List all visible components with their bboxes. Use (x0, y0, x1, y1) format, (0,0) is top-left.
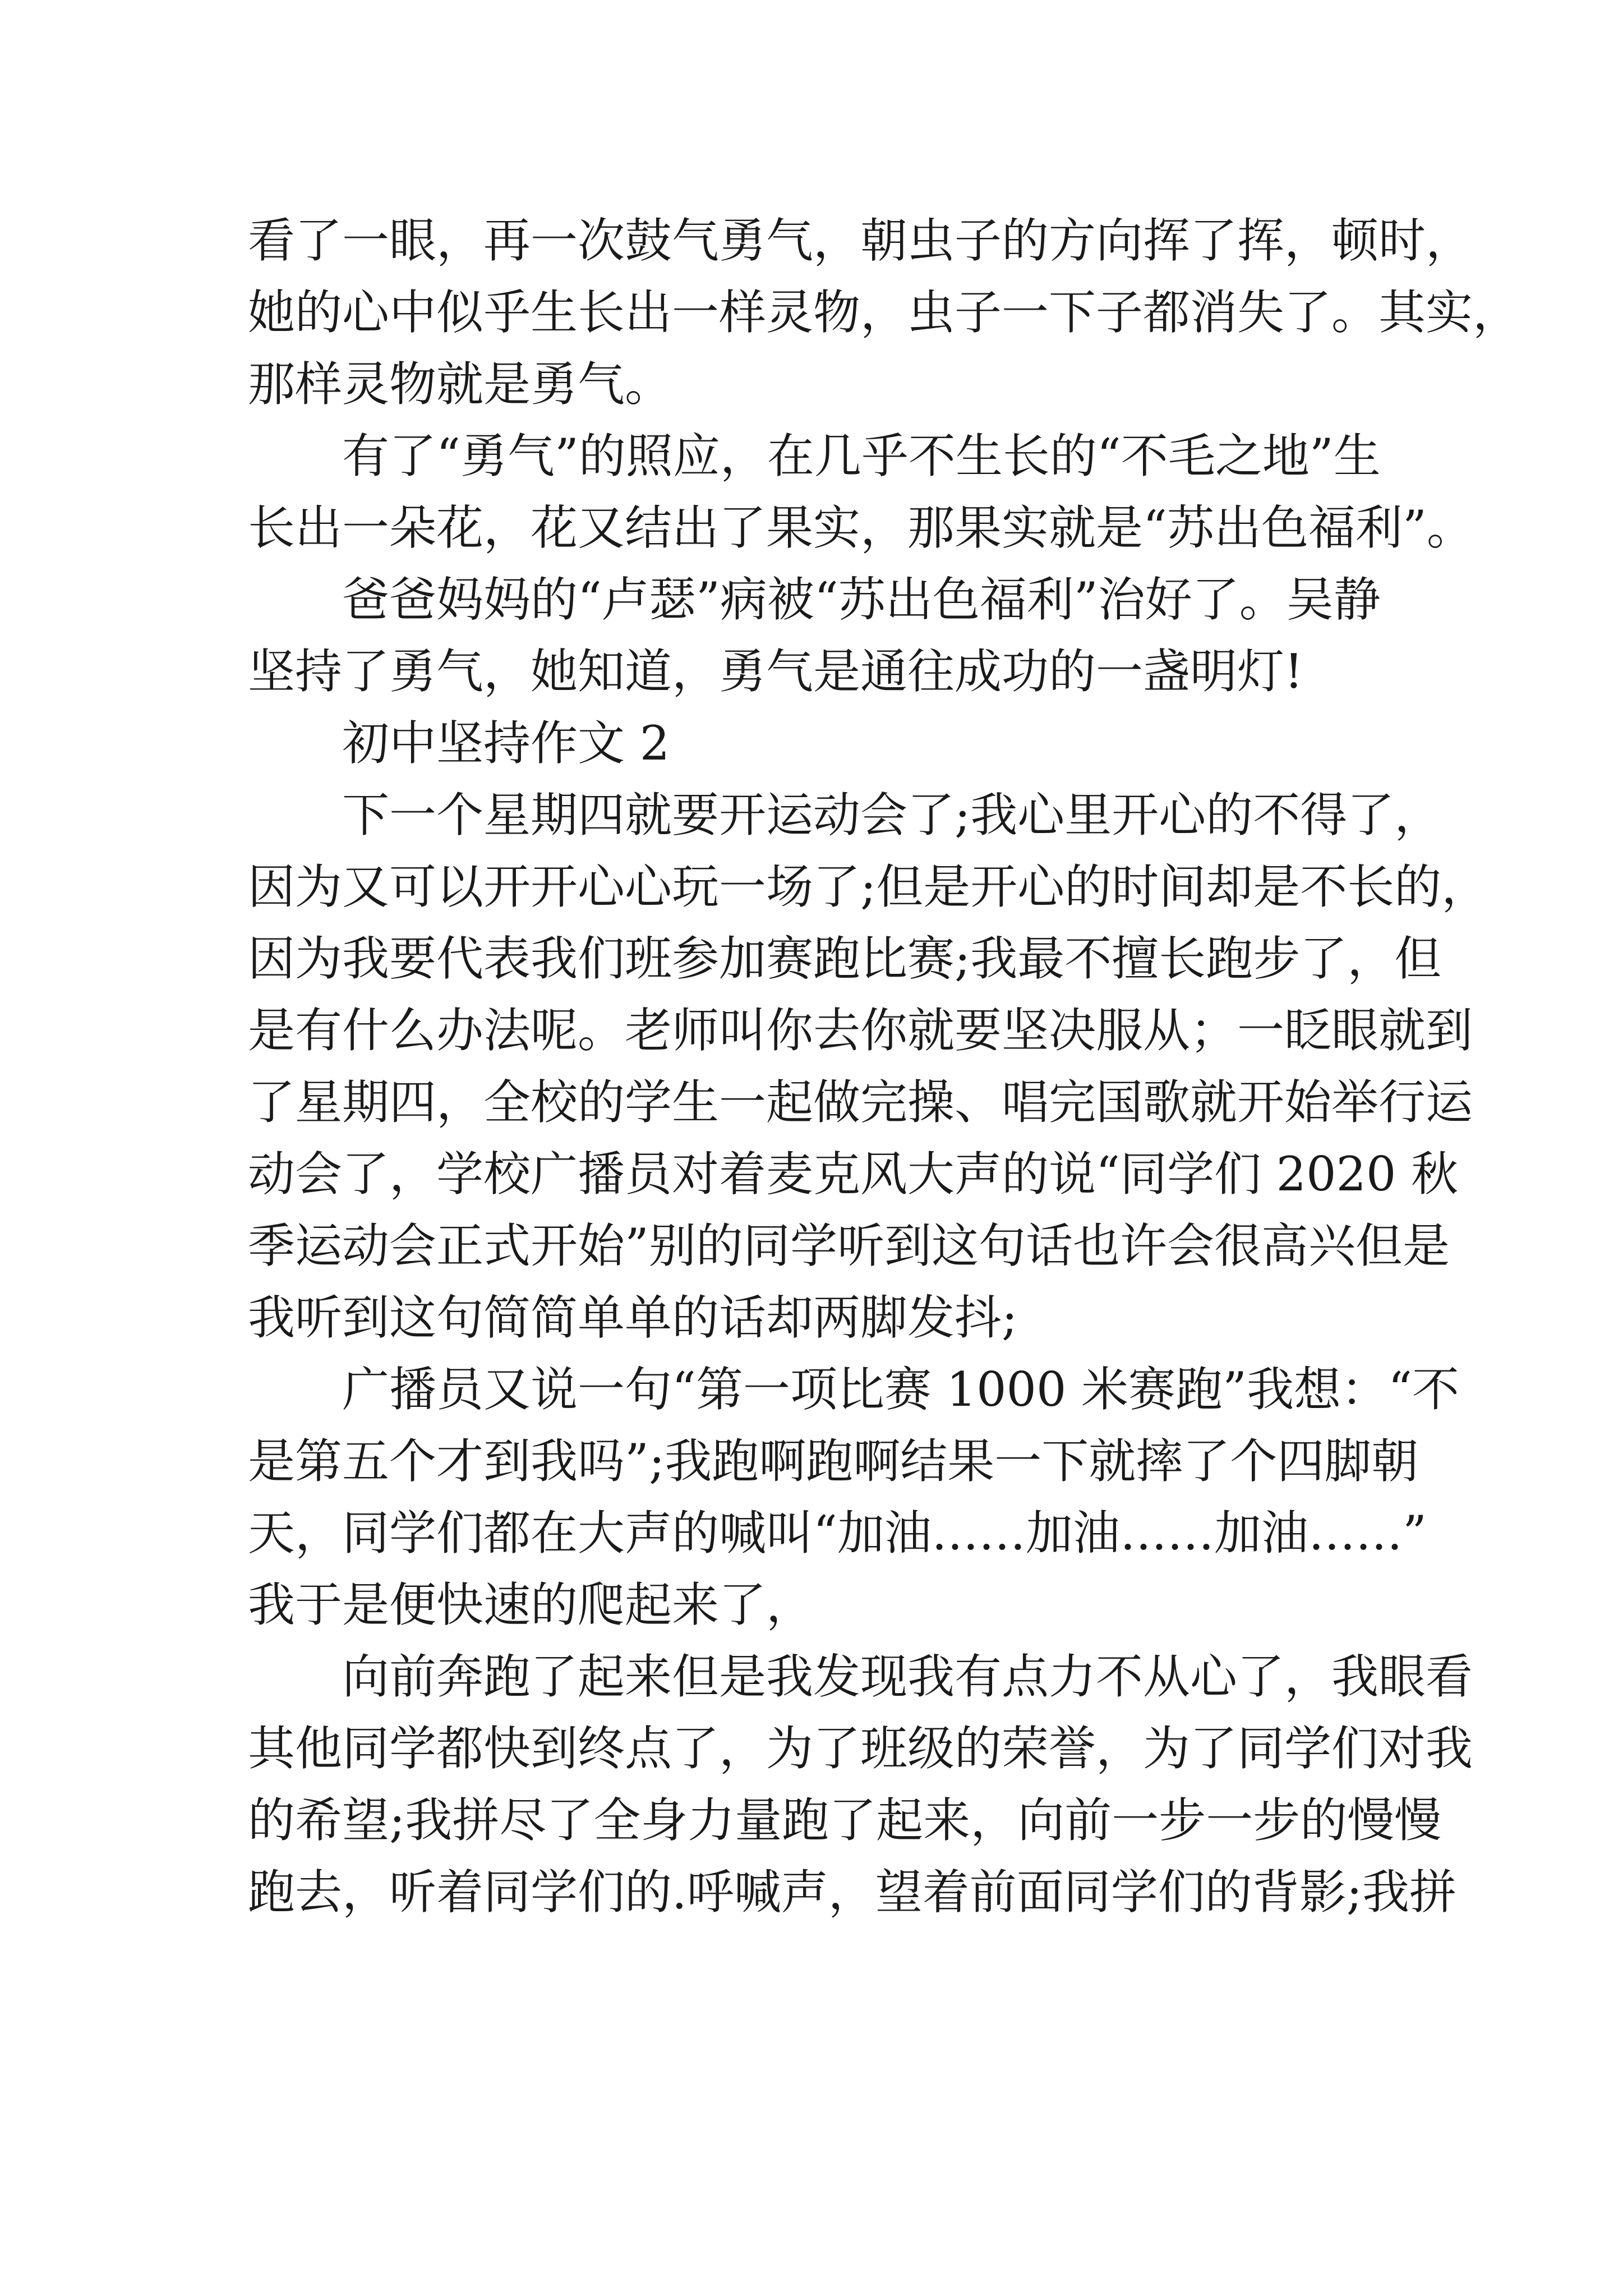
text-line: 季运动会正式开始”别的同学听到这句话也许会很高兴但是 (248, 1218, 1450, 1273)
text-line: 的希望;我拼尽了全身力量跑了起来，向前一步一步的慢慢 (248, 1793, 1442, 1848)
text-line: 那样灵物就是勇气。 (248, 357, 672, 412)
paragraph (248, 420, 1474, 564)
text-line: 广播员又说一句“第一项比赛 1000 米赛跑”我想：“不 (342, 1362, 1460, 1417)
text-line: 初中坚持作文 2 (342, 716, 670, 771)
paragraph (248, 779, 1489, 1354)
paragraph (248, 1641, 1473, 1928)
paragraph (248, 1354, 1460, 1641)
text-line: 有了“勇气”的照应，在几乎不生长的“不毛之地”生 (342, 429, 1381, 484)
text-line: 了星期四，全校的学生一起做完操、唱完国歌就开始举行运 (248, 1075, 1473, 1130)
text-line: 我听到这句简简单单的话却两脚发抖; (248, 1290, 1018, 1345)
text-line: 向前奔跑了起来但是我发现我有点力不从心了，我眼看 (342, 1649, 1473, 1704)
text-line: 动会了，学校广播员对着麦克风大声的说“同学们 2020 秋 (248, 1147, 1459, 1202)
text-line: 爸爸妈妈的“卢瑟”病被“苏出色福利”治好了。吴静 (342, 572, 1381, 627)
text-line: 她的心中似乎生长出一样灵物，虫子一下子都消失了。其实， (248, 285, 1520, 340)
text-line: 因为我要代表我们班参加赛跑比赛;我最不擅长跑步了，但 (248, 931, 1442, 986)
text-line: 坚持了勇气，她知道，勇气是通往成功的一盏明灯! (248, 644, 1303, 699)
text-line: 下一个星期四就要开运动会了;我心里开心的不得了， (342, 788, 1442, 843)
text-line: 是有什么办法呢。老师叫你去你就要坚决服从；一眨眼就到 (248, 1003, 1473, 1058)
paragraph (248, 564, 1381, 707)
document-body (248, 205, 1520, 1928)
text-line: 是第五个才到我吗”;我跑啊跑啊结果一下就摔了个四脚朝 (248, 1434, 1419, 1489)
text-line: 因为又可以开开心心玩一场了;但是开心的时间却是不长的， (248, 859, 1489, 914)
text-line: 其他同学都快到终点了，为了班级的荣誉，为了同学们对我 (248, 1721, 1473, 1776)
paragraph (248, 205, 1520, 420)
text-line: 看了一眼，再一次鼓气勇气，朝虫子的方向挥了挥，顿时， (248, 213, 1473, 268)
text-line: 天，同学们都在大声的喊叫“加油……加油……加油……” (248, 1506, 1427, 1561)
paragraph (248, 707, 1381, 779)
text-line: 跑去，听着同学们的.呼喊声，望着前面同学们的背影;我拼 (248, 1865, 1457, 1920)
text-line: 长出一朵花，花又结出了果实，那果实就是“苏出色福利”。 (248, 500, 1474, 555)
text-line: 我于是便快速的爬起来了， (248, 1577, 814, 1632)
